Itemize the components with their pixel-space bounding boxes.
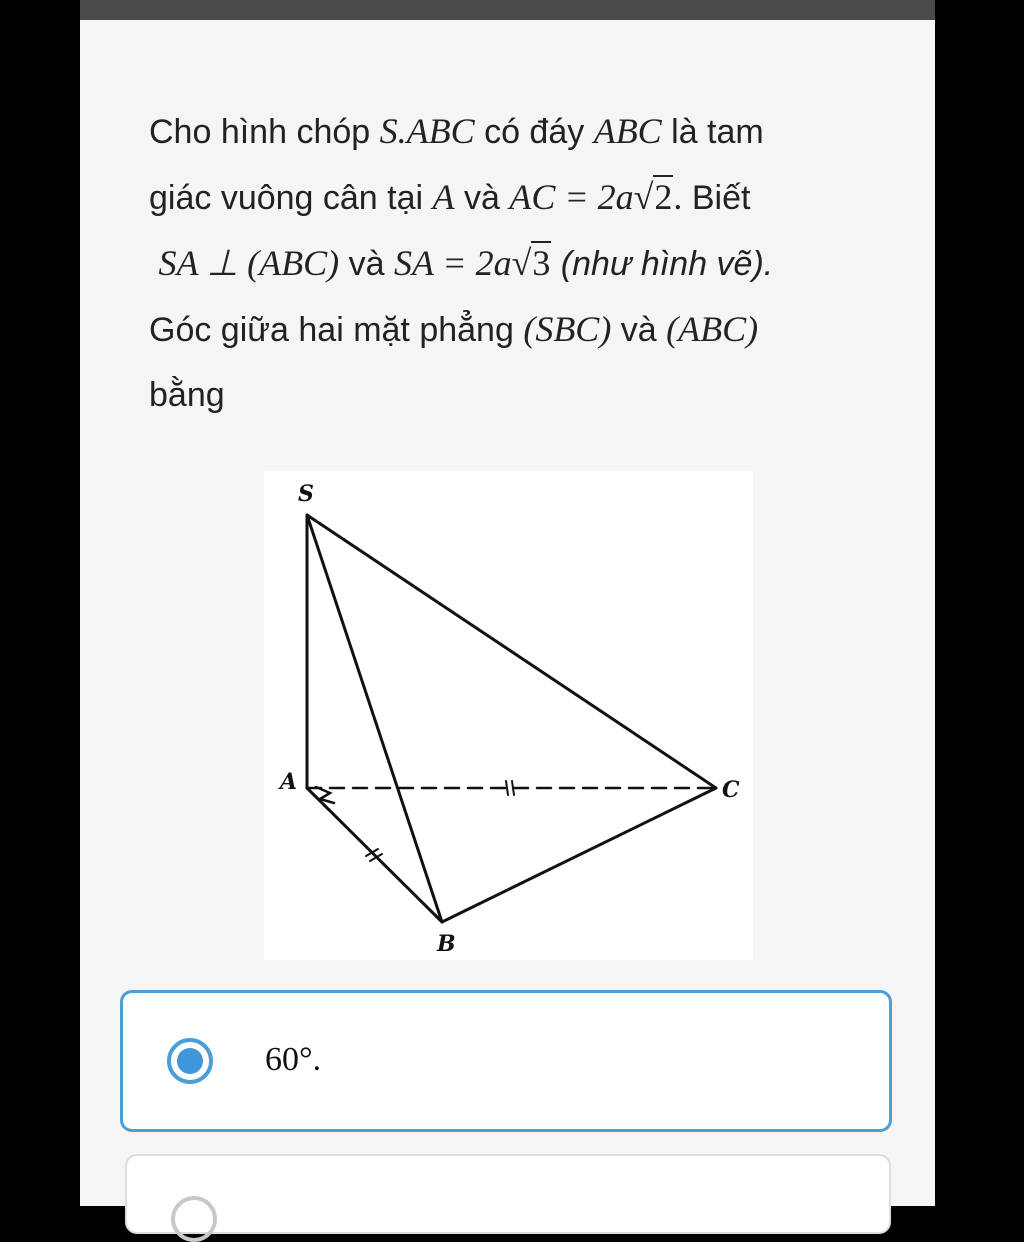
text: giác vuông cân tại xyxy=(149,179,433,217)
tick-mark-ac xyxy=(506,781,508,795)
top-bar xyxy=(80,0,935,20)
math: A xyxy=(432,177,455,217)
text: bằng xyxy=(149,376,225,414)
math: . xyxy=(673,177,683,217)
vertex-label-b: B xyxy=(437,931,456,957)
math: AC = 2a xyxy=(509,177,634,217)
vertex-label-c: C xyxy=(722,777,740,803)
text: và xyxy=(454,179,510,217)
text: là tam xyxy=(661,113,764,151)
radical-sign: √ xyxy=(633,177,654,217)
text: Góc giữa hai mặt phẳng xyxy=(149,311,524,349)
sqrt-expression xyxy=(512,230,552,297)
vertex-label-s: S xyxy=(298,481,314,507)
text: có đáy xyxy=(474,113,594,151)
math: S.ABC xyxy=(379,111,475,151)
math: ABC xyxy=(593,111,662,151)
radical-sign: √ xyxy=(511,243,532,283)
sqrt-expression xyxy=(634,164,674,231)
radicand: 2 xyxy=(654,177,673,217)
math: (ABC) xyxy=(666,309,759,349)
vertex-label-a: A xyxy=(280,769,298,795)
tick-mark-ac xyxy=(512,781,514,795)
radio-dot xyxy=(177,1048,203,1074)
pyramid-diagram xyxy=(264,471,753,960)
text: (như hình vẽ). xyxy=(551,245,774,283)
radio-selected-icon[interactable] xyxy=(167,1038,213,1084)
answer-option-2[interactable] xyxy=(125,1154,891,1234)
question-text xyxy=(149,98,879,428)
pyramid-figure xyxy=(264,471,753,960)
edge-bc xyxy=(442,788,716,922)
edge-ab xyxy=(307,788,442,922)
math: SA = 2a xyxy=(393,243,512,283)
question-line-3 xyxy=(149,230,879,296)
text: và xyxy=(611,311,667,349)
question-line-4 xyxy=(149,296,879,362)
radio-unselected-icon[interactable] xyxy=(171,1196,217,1242)
question-line-5 xyxy=(149,362,879,428)
question-line-2 xyxy=(149,164,879,230)
text: Cho hình chóp xyxy=(149,113,380,151)
math: SA ⊥ (ABC) xyxy=(158,243,340,283)
edge-sc xyxy=(307,515,716,788)
text: và xyxy=(339,245,394,283)
edge-sb xyxy=(307,515,442,922)
math: (SBC) xyxy=(523,309,612,349)
answer-option-text: 60°. xyxy=(265,1041,322,1078)
question-line-1 xyxy=(149,98,879,164)
text: Biết xyxy=(682,179,751,217)
answer-option-1[interactable] xyxy=(120,990,892,1132)
radicand: 3 xyxy=(532,243,551,283)
